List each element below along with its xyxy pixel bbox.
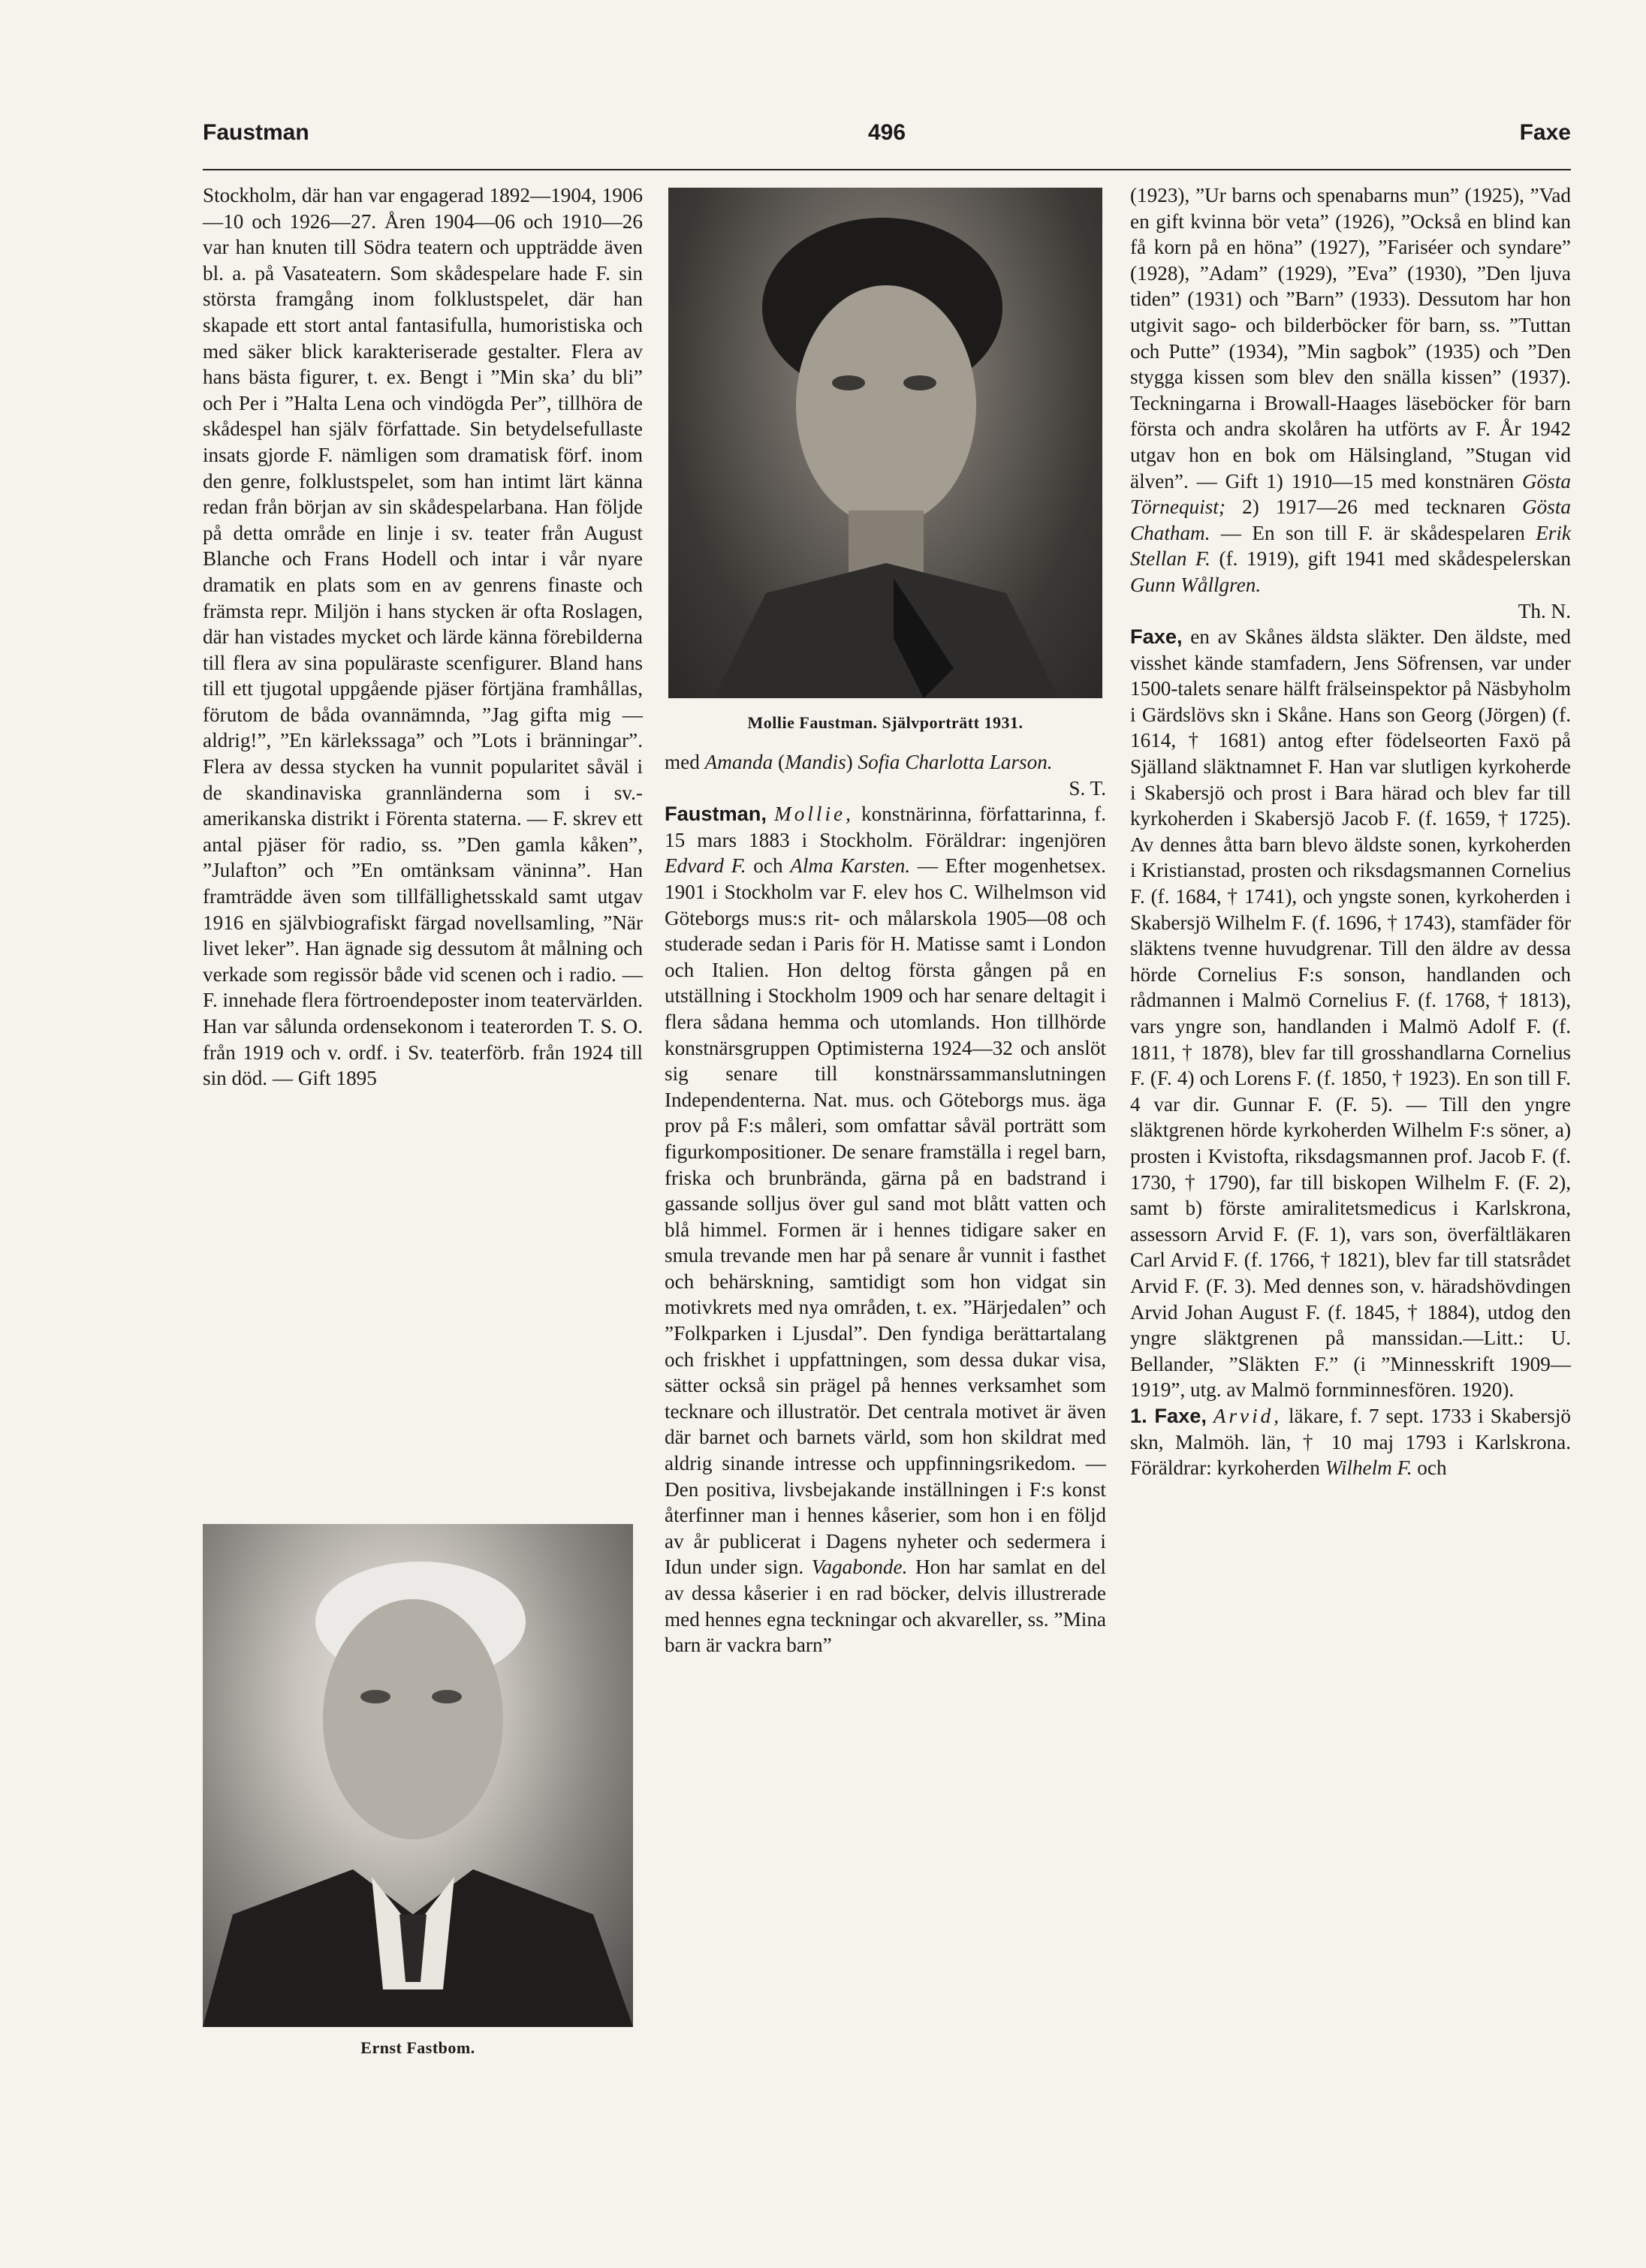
article-faustman-mollie-end: (1923), ”Ur barns och spenabarns mun” (1925), ”Vad en gift kvinna bör veta” (1926), ”Också en blind kan få korn på en höna” (1927), ”Fariséer och syndare” (1928), ”Adam” (1929), ”Eva” (1930), ”Den ljuva tiden” (1931) och ”Barn” (1933). Dessutom har hon utgivit sago- och bilderböcker för barn, ss. ”Tuttan och Putte” (1934), ”Min sagbok” (1935) och ”Den stygga kissen som blev den snälla kissen” (1937). Teckningarna i Browall-Haages läseböcker för barn första och andra skolåren ha utförts av F. År 1942 utgav hon en bok om Hälsingland, ”Stugan vid älven”. — Gift 1) 1910—15 med konstnären Gösta Törnequist; 2) 1917—26 med tecknaren Gösta Chatham. — En son till F. är skådespelaren Erik Stellan F. (f. 1919), gift 1941 med skådespelerskan Gunn Wållgren. <box>1130 184 1571 596</box>
caption-mollie-faustman: Mollie Faustman. Självporträtt 1931. <box>747 713 1023 732</box>
portrait-ernst-fastbom <box>203 1524 633 2027</box>
portrait-mollie-faustman <box>668 188 1102 698</box>
header-left-keyword: Faustman <box>203 120 309 145</box>
page-number: 496 <box>867 120 906 145</box>
portrait-ernst-graphic <box>203 1524 633 2027</box>
article-faxe-family: Faxe, en av Skånes äldsta släkter. Den äldste, med visshet kände stamfadern, Jens Söfrensen, var under 1500-talets senare hälft frälseinspektor på Näsbyholm i Gärdslövs skn i Skåne. Hans son Georg (Jörgen) (f. 1614, † 1681) antog efter födelseorten Faxö på Själland släktnamnet F. Han var slutligen kyrkoherde i Skabersjö och prost i Bara härad och blev far till kyrkoherden i Skabersjö Jacob F. (f. 1659, † 1725). Av dennes åtta barn blevo äldste sonen, kyrkoherden i Kristianstad, prosten och riksdagsmannen Cornelius F. (f. 1684, † 1741), och yngste sonen, kyrkoherden i Skabersjö Wilhelm F. (f. 1696, † 1743), stamfäder för släktens tvenne huvudgrenar. Till den äldre av dessa hörde Cornelius F:s sonson, handlanden och rådmannen i Malmö Cornelius F. (f. 1768, † 1813), vars yngre son, handlanden i Malmö Adolf F. (f. 1811, † 1878), blev far till grosshandlarna Cornelius F. (F. 4) och Lorens F. (f. 1850, † 1923). En son till F. 4 var dir. Gunnar F. (F. 5). — Till den yngre släktgrenen hörde kyrkoherden Wilhelm F:s söner, a) prosten i Kvistofta, riksdagsmannen prof. Jacob F. (f. 1730, † 1790), far till biskopen Wilhelm F. (F. 2), samt b) förste amiralitetsmedicus i Karlskrona, assessorn Arvid F. (F. 1), vars son, överfältläkaren Carl Arvid F. (f. 1766, † 1821), blev far till statsrådet Arvid F. (F. 3). Med dennes son, v. häradshövdingen Arvid Johan August F. (f. 1845, † 1884), utdog den yngre släktgrenen på manssidan.—Litt.: U. Bellander, ”Släkten F.” (i ”Minnesskrift 1909—1919”, utg. av Malmö fornminnesfören. 1920). <box>1130 625 1571 1402</box>
article-faustman-ernst-end: med Amanda (Mandis) Sofia Charlotta Larson. <box>665 751 1053 773</box>
column-right <box>1130 182 1571 2104</box>
article-faustman-mollie: Faustman, Mollie, konstnärinna, författarinna, f. 15 mars 1883 i Stockholm. Föräldrar: ingenjören Edvard F. och Alma Karsten. — Efter mogenhetsex. 1901 i Stockholm var F. elev hos C. Wilhelmson vid Göteborgs mus:s rit- och målarskola 1905—08 och studerade sedan i Paris för H. Matisse samt i London och Italien. Hon deltog första gången på en utställning i Stockholm 1909 och har senare deltagit i flera sådana hemma och utomlands. Hon tillhörde konstnärsgruppen Optimisterna 1924—32 och anslöt sig senare till konstnärssammanslutningen Independenterna. Nat. mus. och Göteborgs mus. äga prov på F:s måleri, som omfattar såväl porträtt som figurkompositioner. De senare framställa i regel barn, friska och brunbrända, gärna på en badstrand i gassande solljus över gul sand mot blått vatten och blå himmel. Formen är i hennes tidigare saker en smula trevande men har på senare år vunnit i fasthet och behärskning, samtidigt som hon vidgat sin motivkrets med nya områden, t. ex. ”Härjedalen” och ”Folkparken i Ljusdal”. Den fyndiga berättartalang och friskhet i uppfattningen, som dessa dukar visa, sätter också sin prägel på hennes verksamhet som tecknare och illustratör. Det centrala motivet är även där barnet och barnets värld, som hon skildrat med aldrig sinande intresse och uppfinningsrikedom. — Den positiva, livsbejakande inställningen i F:s konst återfinner man i hennes kåserier, som hon i en följd av år publicerat i Dagens nyheter och sedermera i Idun under sign. Vagabonde. Hon har samlat en del av dessa kåserier i en rad böcker, delvis illustrerade med hennes egna teckningar och akvareller, ss. ”Mina barn är vackra barn” <box>665 802 1106 1657</box>
portrait-mollie-graphic <box>668 188 1102 698</box>
column-left <box>203 182 643 1519</box>
signature-thn: Th. N. <box>1518 599 1571 622</box>
article-faxe-arvid: 1. Faxe, Arvid, läkare, f. 7 sept. 1733 i Skabersjö skn, Malmöh. län, † 10 maj 1793 i Karlskrona. Föräldrar: kyrkoherden Wilhelm F. och <box>1130 1403 1572 1480</box>
header-right-keyword: Faxe <box>1519 120 1571 145</box>
caption-ernst-fastbom: Ernst Fastbom. <box>360 2038 475 2057</box>
page-header <box>203 120 1571 165</box>
header-rule <box>203 169 1571 170</box>
signature-st: S. T. <box>1069 776 1106 800</box>
column-middle <box>665 749 1106 2116</box>
article-faustman-ernst-text: Stockholm, där han var engagerad 1892—1904, 1906—10 och 1926—27. Åren 1904—06 och 1910—26 var han knuten till Södra teatern och uppträdde även bl. a. på Vasateatern. Som skådespelare hade F. sin största framgång inom folklustspelet, där han skapade ett stort antal fantasifulla, humoristiska och med säker blick karakteriserade gestalter. Flera av hans bästa figurer, t. ex. Bengt i ”Min ska’ du bli” och Per i ”Halta Lena och vindögda Per”, tillhöra de skådespel han själv författade. Sin betydelsefullaste insats gjorde F. nämligen som dramatisk förf. inom den genre, folklustspelet, som han intimt lärt känna redan från början av sin skådespelarbana. Han följde på detta område en linje i sv. teater från August Blanche och Frans Hodell och intar i vår nyare dramatik en plats som en av genrens finaste och främsta repr. Miljön i hans stycken är ofta Roslagen, där han vistades mycket och lärde känna förebilderna till flera av sina populäraste scenfigurer. Bland hans till ett tjugotal uppgående pjäser förtjäna framhållas, förutom de båda ovannämnda, ”Jag gifta mig — aldrig!”, ”En kärlekssaga” och ”Lots i bränningar”. Flera av dessa stycken ha vunnit popularitet såväl i de skandinaviska grannländerna som i sv.-amerikanska distrikt i Förenta staterna. — F. skrev ett antal pjäser för radio, ss. ”Den gamla kåken”, ”Julafton” och ”En omtänksam väninna”. Han framträdde även som tillfällighetsskald samt utgav 1916 en självbiografiskt färgad novellsamling, ”När livet leker”. Han ägnade sig dessutom åt målning och verkade som regissör både vid scenen och i radio. — F. innehade flera förtroendeposter inom teatervärlden. Han var sålunda ordensekonom i teaterorden T. S. O. från 1919 och v. ordf. i Sv. teaterförb. från 1924 till sin död. — Gift 1895 <box>203 184 643 1090</box>
